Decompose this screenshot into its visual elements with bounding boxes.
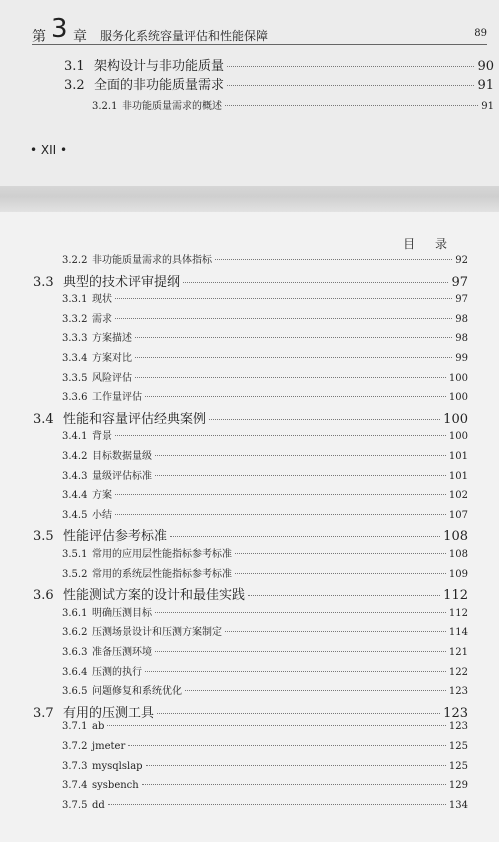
toc-entry-page: 97: [451, 274, 468, 290]
toc-entry-number: 3.1: [64, 59, 85, 74]
dot-leader: [145, 671, 446, 672]
dot-leader: [225, 631, 446, 632]
toc-entry: [64, 74, 494, 93]
dot-leader: [155, 475, 446, 476]
toc-entry-label: 小结: [92, 509, 112, 521]
toc-entry-number: 3.4.2: [62, 451, 88, 462]
toc-entry: [62, 251, 468, 266]
toc-entry: [62, 643, 468, 658]
dot-leader: [185, 690, 446, 691]
toc-entry: [62, 565, 468, 580]
toc-entry-number: 3.3.1: [62, 294, 88, 306]
toc-entry-label: 常用的应用层性能指标参考标准: [92, 549, 232, 560]
toc-entry: [64, 55, 494, 74]
toc-entry-label: 现状: [92, 294, 112, 306]
toc-entry-label: 性能测试方案的设计和最佳实践: [63, 588, 246, 604]
dot-leader: [227, 66, 474, 67]
toc-entry-number: 3.6.3: [62, 647, 88, 658]
dot-leader: [155, 651, 446, 652]
toc-entry-label: sysbench: [92, 780, 139, 792]
dot-leader: [227, 85, 474, 86]
toc-entry-number: 3.3: [33, 274, 54, 290]
toc-entry-number: 3.7.3: [62, 760, 88, 772]
toc-entry-label: ab: [92, 721, 105, 733]
toc-entry-number: 3.3.6: [62, 392, 88, 404]
toc-entry-number: 3.3.2: [62, 313, 88, 325]
toc-entry: [62, 800, 468, 811]
toc-entry-label: 压测场景设计和压测方案制定: [92, 627, 222, 639]
toc-entry-page: 99: [455, 353, 468, 364]
toc-entry-number: 3.3.5: [62, 372, 88, 384]
toc-entry-page: 100: [448, 431, 468, 443]
toc-entry-page: 97: [455, 294, 468, 306]
toc-entry-number: 3.4: [33, 411, 54, 427]
toc-entry: [62, 761, 468, 772]
dot-leader: [209, 419, 440, 420]
toc-entry-number: 3.6.1: [62, 607, 88, 619]
dot-leader: [235, 553, 446, 554]
toc-entry-number: 3.2: [64, 78, 85, 93]
toc-entry-label: 方案对比: [92, 353, 132, 364]
dot-leader: [107, 725, 446, 726]
toc-entry-label: 目标数据量级: [92, 451, 152, 462]
toc-entry: [33, 584, 468, 603]
page-gap: [0, 186, 499, 212]
toc-entry-label: 方案描述: [92, 333, 132, 345]
toc-entry: [62, 310, 468, 325]
dot-leader: [235, 573, 446, 574]
dot-leader: [157, 713, 440, 714]
toc-entry: [62, 721, 468, 732]
toc-entry-number: 3.4.4: [62, 490, 88, 502]
chapter-title: 服务化系统容量评估和性能保障: [100, 29, 269, 43]
toc-entry-page: 108: [448, 549, 468, 560]
toc-entry-page: 123: [443, 705, 468, 721]
toc-entry: [62, 427, 468, 442]
toc-entry-number: 3.4.5: [62, 509, 88, 521]
toc-entry-label: 全面的非功能质量需求: [94, 78, 225, 93]
toc-entry-page: 123: [448, 721, 468, 733]
toc-entry-number: 3.6.2: [62, 627, 88, 639]
toc-entry-page: 129: [448, 780, 468, 792]
chapter-suffix: 章: [73, 29, 87, 45]
toc-entry: [62, 741, 468, 752]
toc-entry-number: 3.4.3: [62, 470, 88, 482]
toc-entry-label: 问题修复和系统优化: [92, 686, 182, 698]
toc-entry-number: 3.7.2: [62, 741, 88, 752]
toc-entry: [33, 271, 468, 290]
toc-entry-page: 134: [448, 799, 468, 811]
toc-entry-page: 102: [448, 490, 468, 502]
toc-entry-label: 量级评估标准: [92, 470, 152, 482]
toc-entry-label: 非功能质量需求的具体指标: [92, 255, 212, 266]
dot-leader: [115, 318, 452, 319]
toc-entry-page: 109: [448, 568, 468, 580]
toc-entry-label: jmeter: [92, 741, 126, 752]
dot-leader: [115, 298, 452, 299]
dot-leader: [155, 612, 446, 613]
toc-entry-page: 100: [448, 392, 468, 404]
toc-entry-number: 3.7.5: [62, 799, 88, 811]
toc-entry: [62, 623, 468, 638]
toc-entry-label: 性能评估参考标准: [63, 529, 168, 545]
dot-leader: [135, 337, 452, 338]
toc-entry-page: 100: [443, 411, 468, 427]
chapter-header: [32, 14, 487, 45]
toc-entry-label: 准备压测环境: [92, 647, 152, 658]
toc-entry-label: 有用的压测工具: [63, 705, 155, 721]
toc-heading: 目 录: [403, 237, 455, 251]
dot-leader: [155, 455, 446, 456]
toc-entry-label: 典型的技术评审提纲: [63, 274, 181, 290]
toc-entry-label: 性能和容量评估经典案例: [63, 411, 207, 427]
dot-leader: [108, 804, 446, 805]
toc-entry-label: 明确压测目标: [92, 607, 152, 619]
toc-entry-label: 压测的执行: [92, 666, 142, 678]
toc-entry-page: 101: [448, 470, 468, 482]
toc-entry-number: 3.6.4: [62, 666, 88, 678]
toc-entry-number: 3.6.5: [62, 686, 88, 698]
toc-entry-label: 背景: [92, 431, 112, 443]
toc-entry-page: 121: [448, 647, 468, 658]
toc-entry-number: 3.4.1: [62, 431, 88, 443]
page-footer: • XII •: [30, 143, 68, 157]
toc-entry: [62, 349, 468, 364]
toc-entry: [62, 545, 468, 560]
dot-leader: [115, 435, 446, 436]
toc-entry-label: 非功能质量需求的概述: [122, 101, 222, 112]
dot-leader: [135, 377, 446, 378]
toc-entry-page: 91: [477, 78, 494, 93]
toc-entry: [62, 290, 468, 305]
toc-entry-number: 3.5: [33, 529, 54, 545]
dot-leader: [183, 282, 448, 283]
toc-entry: [33, 408, 468, 427]
toc-entry: [62, 682, 468, 697]
dot-leader: [215, 259, 452, 260]
toc-entry-number: 3.5.1: [62, 549, 88, 560]
toc-entry-page: 98: [455, 313, 468, 325]
toc-entry: [92, 97, 494, 112]
toc-entry: [33, 525, 468, 544]
toc-entry-page: 107: [448, 509, 468, 521]
toc-entry: [62, 447, 468, 462]
toc-entry: [62, 780, 468, 791]
chapter-number: 3: [51, 14, 68, 44]
toc-entry-number: 3.6: [33, 588, 54, 604]
toc-entry-label: 常用的系统层性能指标参考标准: [92, 568, 232, 580]
toc-entry-page: 112: [443, 588, 468, 604]
toc-entry-page: 114: [448, 627, 468, 639]
dot-leader: [142, 784, 446, 785]
toc-entry-label: 架构设计与非功能质量: [94, 59, 225, 74]
toc-entry: [62, 506, 468, 521]
dot-leader: [248, 595, 440, 596]
toc-entry: [62, 388, 468, 403]
toc-entry-page: 125: [448, 741, 468, 752]
toc-entry-page: 123: [448, 686, 468, 698]
dot-leader: [145, 396, 446, 397]
chapter-page-number: 89: [474, 28, 487, 39]
dot-leader: [170, 536, 440, 537]
toc-entry-label: 需求: [92, 313, 112, 325]
toc-entry-label: 风险评估: [92, 372, 132, 384]
toc-entry-page: 92: [455, 255, 468, 266]
dot-leader: [146, 765, 446, 766]
toc-entry-label: mysqlslap: [92, 760, 143, 772]
dot-leader: [135, 357, 452, 358]
chapter-prefix: 第: [32, 29, 46, 45]
toc-entry-number: 3.7.1: [62, 721, 88, 733]
toc-entry: [62, 329, 468, 344]
toc-entry: [62, 604, 468, 619]
dot-leader: [115, 514, 446, 515]
toc-entry-number: 3.7.4: [62, 780, 88, 792]
toc-entry-number: 3.2.1: [92, 101, 118, 112]
toc-entry-page: 112: [448, 607, 468, 619]
toc-entry: [62, 486, 468, 501]
toc-entry-page: 98: [455, 333, 468, 345]
toc-entry: [62, 369, 468, 384]
toc-entry-page: 90: [477, 59, 494, 74]
toc-entry-page: 125: [448, 760, 468, 772]
toc-entry-label: 方案: [92, 490, 112, 502]
toc-entry-number: 3.3.4: [62, 353, 88, 364]
toc-entry-label: 工作量评估: [92, 392, 142, 404]
toc-entry-label: dd: [92, 799, 105, 811]
toc-entry-number: 3.2.2: [62, 255, 88, 266]
toc-entry: [33, 702, 468, 721]
toc-entry-number: 3.5.2: [62, 568, 88, 580]
toc-entry-page: 108: [443, 529, 468, 545]
dot-leader: [128, 745, 446, 746]
toc-entry-page: 100: [448, 372, 468, 384]
toc-entry-number: 3.7: [33, 705, 54, 721]
toc-entry-page: 101: [448, 451, 468, 462]
toc-entry-number: 3.3.3: [62, 333, 88, 345]
dot-leader: [225, 105, 478, 106]
toc-entry-page: 122: [448, 666, 468, 678]
dot-leader: [115, 494, 446, 495]
toc-entry-page: 91: [481, 101, 494, 112]
toc-entry: [62, 467, 468, 482]
toc-entry: [62, 663, 468, 678]
